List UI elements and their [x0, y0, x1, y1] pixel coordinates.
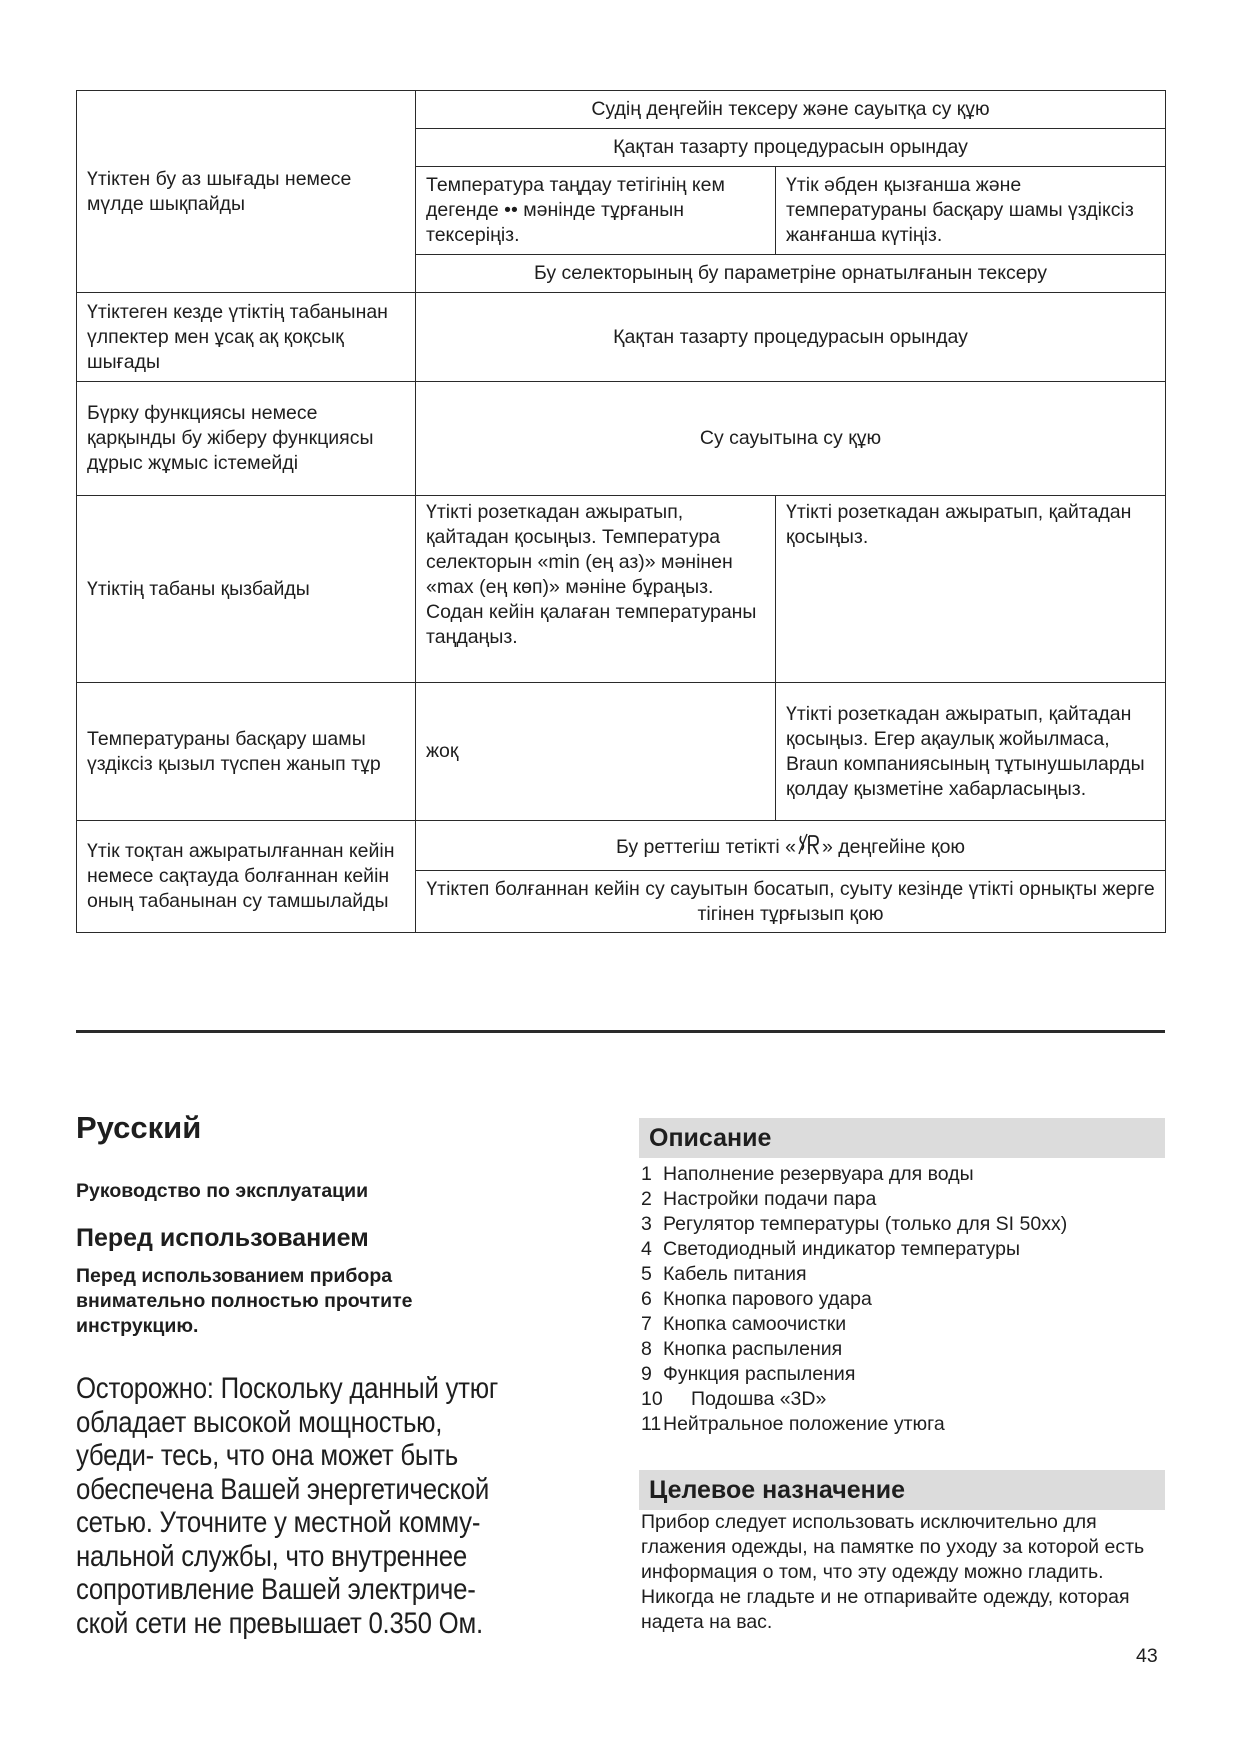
description-heading: Описание: [639, 1118, 1165, 1158]
solution-set-no-steam: [416, 821, 1166, 871]
list-item: 5 Кабель питания: [641, 1263, 807, 1285]
before-use-text: Перед использованием прибора внимательно полностью прочтите инструкцию.: [76, 1265, 413, 1337]
solution-set-no-steam-pre: Бу реттегіш тетікті «: [615, 835, 796, 858]
solution-fill-tank: Су сауытына су құю: [416, 382, 1166, 496]
problem-red-light: Температураны басқару шамы үздіксіз қызыл түспен жанып тұр: [77, 683, 416, 821]
solution-unplug-and-turn-dial: Үтікті розеткадан ажыратып, қайтадан қосыңыз. Температура селекторын «min (ең аз)» мәнінен «max (ең көп)» мәніне бұраңыз. Содан кейін қалаған температураны таңдаңыз.: [416, 496, 776, 683]
caution-text: Осторожно: Поскольку данный утюг обладает высокой мощностью, убеди- тесь, что она может быть обеспечена Вашей энергетической сетью. Уточните у местной комму- нальной службы, что внутреннее сопротивление Вашей электриче- ской сети не превышает 0.350 Ом.: [76, 1372, 498, 1640]
list-item: 7 Кнопка самоочистки: [641, 1313, 847, 1335]
list-item: 11Нейтральное положение утюга: [641, 1413, 945, 1435]
section-divider: [76, 1030, 1165, 1033]
purpose-text: Прибор следует использовать исключительно для глажения одежды, на памятке по уходу за которой есть информация о том, что эту одежду можно гладить. Никогда не гладьте и не отпаривайте одежду, которая надета на вас.: [641, 1511, 1145, 1633]
problem-low-steam: Үтіктен бу аз шығады немесе мүлде шықпайды: [77, 91, 416, 293]
list-item: 6 Кнопка парового удара: [641, 1288, 872, 1310]
list-item: 4 Светодиодный индикатор температуры: [641, 1238, 1021, 1260]
solution-set-no-steam-post: » деңгейіне қою: [822, 835, 966, 858]
solution-check-steam-selector: Бу селекторының бу параметріне орнатылғанын тексеру: [416, 255, 1166, 293]
solution-none: жоқ: [416, 683, 776, 821]
solution-wait-heat: Үтік әбден қызғанша және температураны басқару шамы үздіксіз жанғанша күтіңіз.: [776, 167, 1166, 255]
solution-contact-braun: Үтікті розеткадан ажыратып, қайтадан қосыңыз. Егер ақаулық жойылмаса, Braun компаниясының тұтынушыларды қолдау қызметіне хабарласыңыз.: [776, 683, 1166, 821]
manual-title: Руководство по эксплуатации: [76, 1180, 369, 1202]
description-list: [641, 1162, 1067, 1437]
problem-soleplate-not-heating: Үтіктің табаны қызбайды: [77, 496, 416, 683]
purpose-heading: Целевое назначение: [639, 1470, 1165, 1510]
problem-spray-not-working: Бүрку функциясы немесе қарқынды бу жіберу функциясы дұрыс жұмыс істемейді: [77, 382, 416, 496]
no-steam-icon: [796, 832, 822, 858]
troubleshooting-table: [76, 90, 1166, 933]
list-item: 8 Кнопка распыления: [641, 1338, 843, 1360]
list-item: 1 Наполнение резервуара для воды: [641, 1163, 974, 1185]
list-item: 9 Функция распыления: [641, 1363, 856, 1385]
list-item: 3 Регулятор температуры (только для SI 50xx): [641, 1213, 1068, 1235]
problem-water-drips: Үтік тоқтан ажыратылғаннан кейін немесе сақтауда болғаннан кейін оның табанынан су тамшылайды: [77, 821, 416, 933]
language-heading: Русский: [76, 1110, 202, 1145]
page-number: 43: [1136, 1645, 1158, 1667]
solution-empty-tank-store-upright: Үтіктеп болғаннан кейін су сауытын босатып, суыту кезінде үтікті орнықты жерге тігінен тұрғызып қою: [416, 871, 1166, 933]
solution-check-temp-dial: Температура таңдау тетігінің кем дегенде •• мәнінде тұрғанын тексеріңіз.: [416, 167, 776, 255]
solution-descale-2: Қақтан тазарту процедурасын орындау: [416, 293, 1166, 382]
problem-flakes: Үтіктеген кезде үтіктің табанынан үлпектер мен ұсақ ақ қоқсық шығады: [77, 293, 416, 382]
solution-unplug-replug: Үтікті розеткадан ажыратып, қайтадан қосыңыз.: [776, 496, 1166, 683]
list-item: 10 Подошва «3D»: [641, 1388, 827, 1410]
solution-descale: Қақтан тазарту процедурасын орындау: [416, 129, 1166, 167]
solution-check-water: Судің деңгейін тексеру және сауытқа су құю: [416, 91, 1166, 129]
list-item: 2 Настройки подачи пара: [641, 1188, 877, 1210]
before-use-heading: Перед использованием: [76, 1224, 369, 1252]
